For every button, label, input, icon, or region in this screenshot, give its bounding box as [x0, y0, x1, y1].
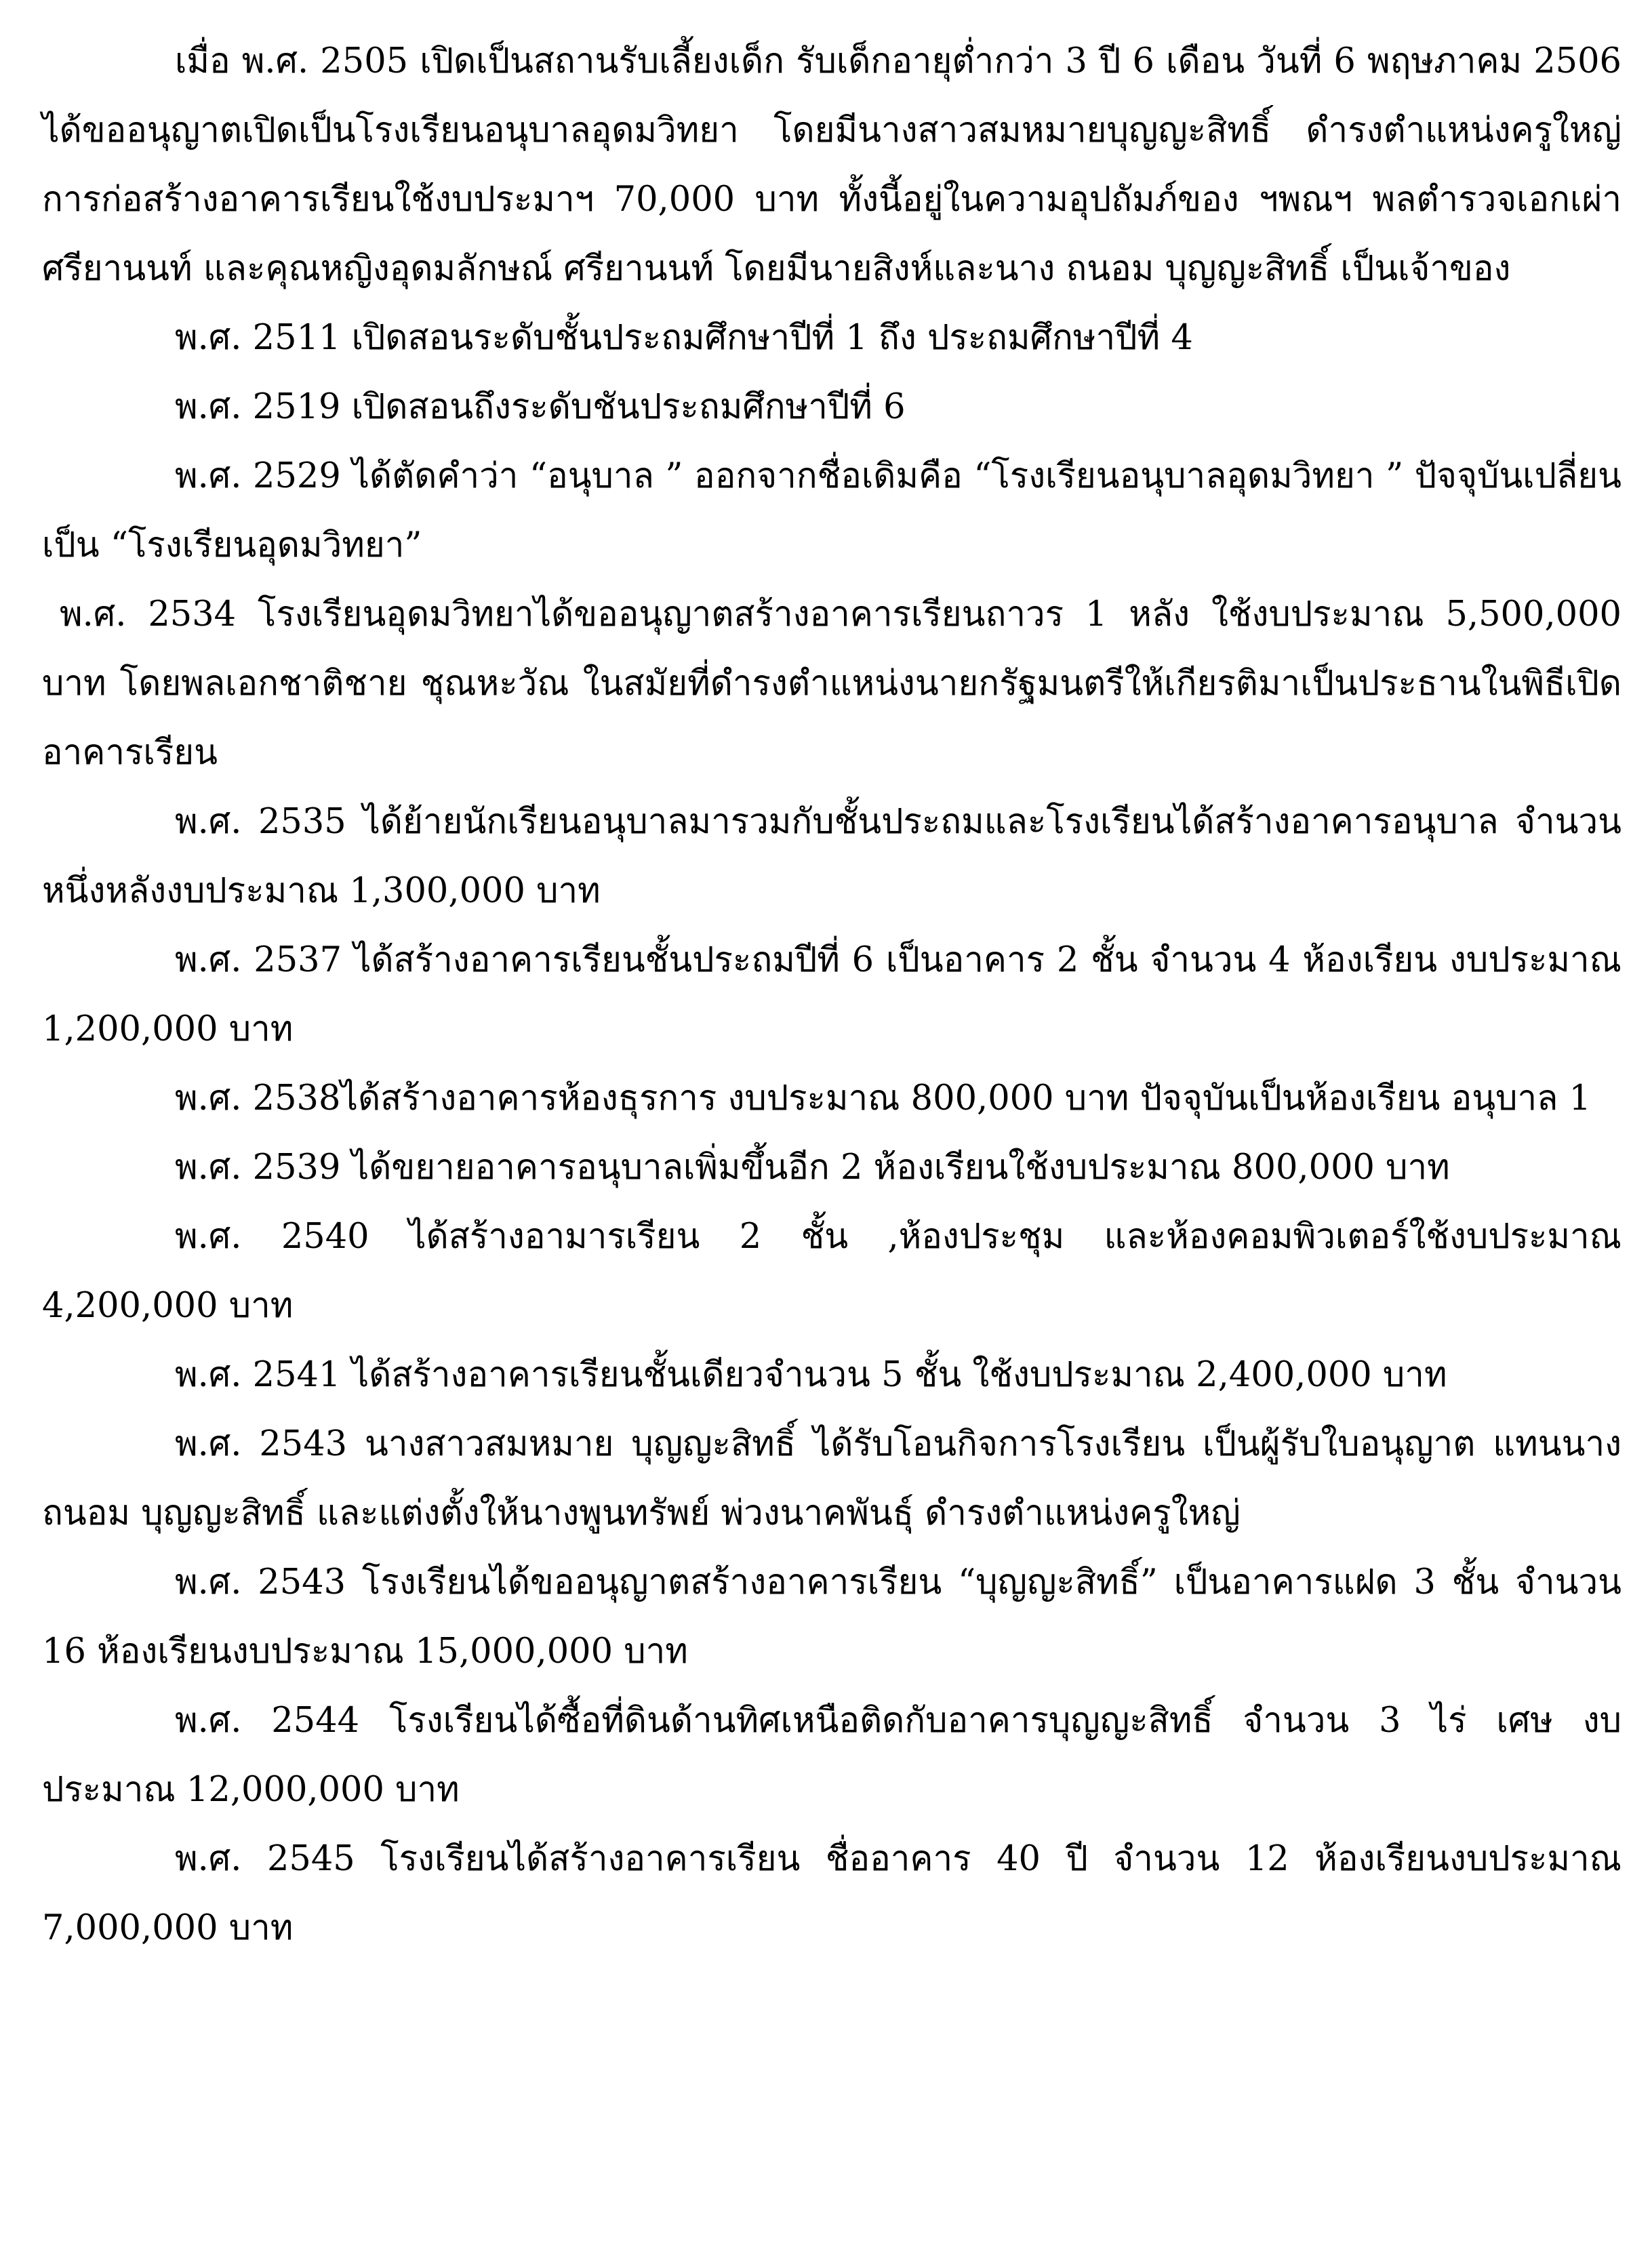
paragraph-2540: พ.ศ. 2540 ได้สร้างอามารเรียน 2 ชั้น ,ห้องประชุม และห้องคอมพิวเตอร์ใช้งบประมาณ 4,200,000 บาท: [42, 1217, 1621, 1326]
paragraph-2541: พ.ศ. 2541 ได้สร้างอาคารเรียนชั้นเดียวจำนวน 5 ชั้น ใช้งบประมาณ 2,400,000 บาท: [175, 1355, 1447, 1395]
document-body: [42, 27, 1621, 1963]
paragraph-2539: พ.ศ. 2539 ได้ขยายอาคารอนุบาลเพิ่มขึ้นอีก 2 ห้องเรียนใช้งบประมาณ 800,000 บาท: [175, 1148, 1450, 1188]
paragraph-founding-2505: เมื่อ พ.ศ. 2505 เปิดเป็นสถานรับเลี้ยงเด็ก รับเด็กอายุต่ำกว่า 3 ปี 6 เดือน วันที่ 6 พฤษภาคม 2506 ได้ขออนุญาตเปิดเป็นโรงเรียนอนุบาลอุดมวิทยา โดยมีนางสาวสมหมายบุญญะสิทธิ์ ดำรงตำแหน่งครูใหญ่ การก่อสร้างอาคารเรียนใช้งบประมาฯ 70,000 บาท ทั้งนี้อยู่ในความอุปถัมภ์ของ ฯพณฯ พลตำรวจเอกเผ่า ศรียานนท์ และคุณหญิงอุดมลักษณ์ ศรียานนท์ โดยมีนายสิงห์และนาง ถนอม บุญญะสิทธิ์ เป็นเจ้าของ: [42, 41, 1621, 289]
paragraph-2535: พ.ศ. 2535 ได้ย้ายนักเรียนอนุบาลมารวมกับชั้นประถมและโรงเรียนได้สร้างอาคารอนุบาล จำนวนหนึ่งหลังงบประมาณ 1,300,000 บาท: [42, 802, 1621, 911]
paragraph-2545: พ.ศ. 2545 โรงเรียนได้สร้างอาคารเรียน ชื่ออาคาร 40 ปี จำนวน 12 ห้องเรียนงบประมาณ 7,000,000 บาท: [42, 1839, 1621, 1948]
paragraph-2529: พ.ศ. 2529 ได้ตัดคำว่า “อนุบาล ” ออกจากชื่อเดิมคือ “โรงเรียนอนุบาลอุดมวิทยา ” ปัจจุบันเปลี่ยนเป็น “โรงเรียนอุดมวิทยา”: [42, 456, 1621, 565]
paragraph-2538: พ.ศ. 2538ได้สร้างอาคารห้องธุรการ งบประมาณ 800,000 บาท ปัจจุบันเป็นห้องเรียน อนุบาล 1: [175, 1078, 1592, 1118]
paragraph-2519: พ.ศ. 2519 เปิดสอนถึงระดับชันประถมศึกษาปีที่ 6: [175, 387, 906, 427]
paragraph-2534: พ.ศ. 2534 โรงเรียนอุดมวิทยาได้ขออนุญาตสร้างอาคารเรียนถาวร 1 หลัง ใช้งบประมาณ 5,500,000 บาท โดยพลเอกชาติชาย ชุณหะวัณ ในสมัยที่ดำรงตำแหน่งนายกรัฐมนตรีให้เกียรติมาเป็นประธานในพิธีเปิดอาคารเรียน: [42, 594, 1621, 773]
paragraph-2543-building: พ.ศ. 2543 โรงเรียนได้ขออนุญาตสร้างอาคารเรียน “บุญญะสิทธิ์” เป็นอาคารแฝด 3 ชั้น จำนวน 16 ห้องเรียนงบประมาณ 15,000,000 บาท: [42, 1562, 1621, 1672]
paragraph-2511: พ.ศ. 2511 เปิดสอนระดับชั้นประถมศึกษาปีที่ 1 ถึง ประถมศึกษาปีที่ 4: [175, 318, 1193, 358]
paragraph-2544: พ.ศ. 2544 โรงเรียนได้ซื้อที่ดินด้านทิศเหนือติดกับอาคารบุญญะสิทธิ์ จำนวน 3 ไร่ เศษ งบประมาณ 12,000,000 บาท: [42, 1701, 1621, 1810]
paragraph-2537: พ.ศ. 2537 ได้สร้างอาคารเรียนชั้นประถมปีที่ 6 เป็นอาคาร 2 ชั้น จำนวน 4 ห้องเรียน งบประมาณ 1,200,000 บาท: [42, 940, 1621, 1049]
paragraph-2543-transfer: พ.ศ. 2543 นางสาวสมหมาย บุญญะสิทธิ์ ได้รับโอนกิจการโรงเรียน เป็นผู้รับใบอนุญาต แทนนางถนอม บุญญะสิทธิ์ และแต่งตั้งให้นางพูนทรัพย์ พ่วงนาคพันธุ์ ดำรงตำแหน่งครูใหญ่: [42, 1424, 1621, 1533]
